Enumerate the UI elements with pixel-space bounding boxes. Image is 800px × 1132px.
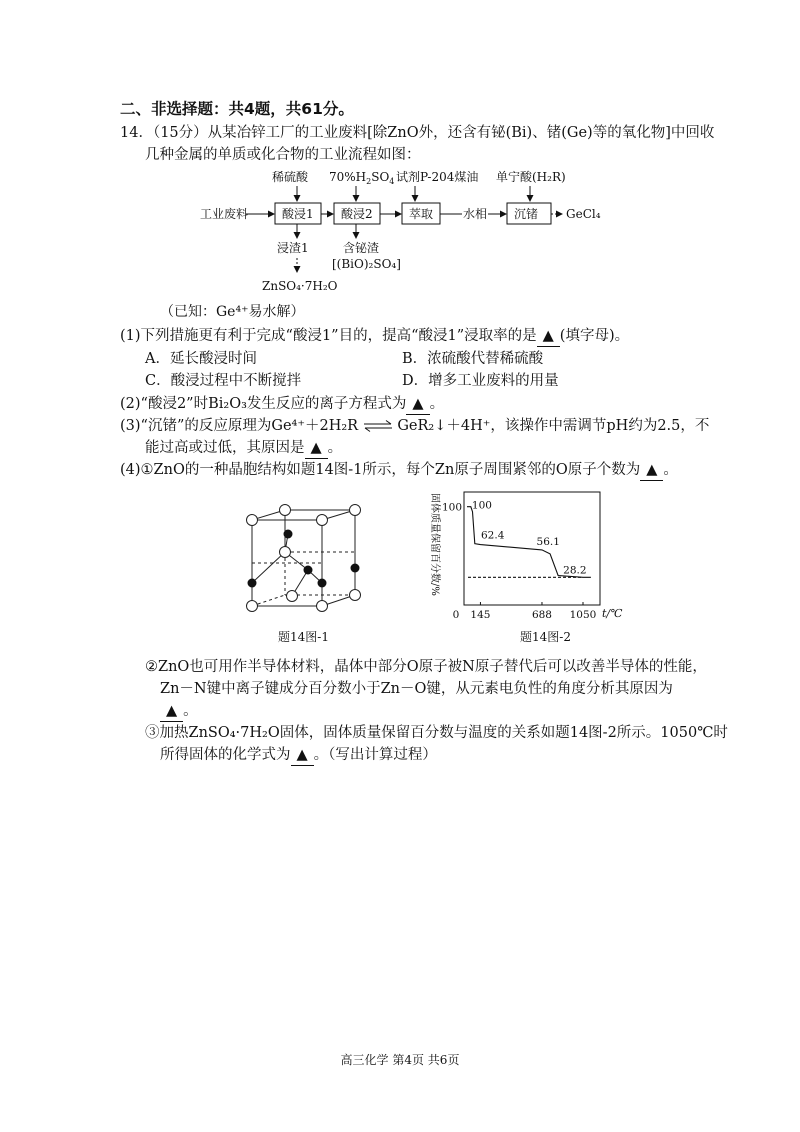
- process-flow-diagram: [190, 168, 610, 300]
- question-2: [120, 394, 444, 415]
- flow-box-extraction-label: 萃取: [409, 207, 434, 221]
- answer-blank-5[interactable]: ▲: [160, 701, 183, 722]
- chart-y-tick-label: 100: [441, 501, 462, 514]
- flow-box-acid-leach-1-label: 酸浸1: [282, 207, 314, 221]
- flow-residue-bi-line2: [(BiO)₂SO₄]: [332, 257, 401, 271]
- question-3-period: 。: [327, 440, 343, 456]
- equilibrium-arrow-icon: [363, 420, 393, 432]
- flow-box-acid-leach-2-label: 酸浸2: [341, 207, 373, 221]
- question-1: [120, 326, 629, 347]
- reagent-tannic-acid: 单宁酸(H₂R): [496, 170, 566, 184]
- known-note: （已知：Ge⁴⁺易水解）: [160, 304, 305, 320]
- question-4-part2-line3: [160, 701, 198, 722]
- question-3-line1: [120, 416, 709, 436]
- chart-x-tick-label: 0: [452, 609, 460, 621]
- zno-unit-cell-figure: [238, 500, 368, 625]
- reagent-p204-kerosene: 试剂P-204煤油: [396, 170, 479, 184]
- flow-product-znso4: ZnSO₄·7H₂O: [262, 279, 338, 293]
- mass-retention-chart: [420, 488, 630, 623]
- answer-blank-4[interactable]: ▲: [640, 460, 663, 481]
- option-a[interactable]: A．延长酸浸时间: [145, 351, 257, 367]
- answer-blank-6[interactable]: ▲: [291, 745, 314, 766]
- chart-data-label: 62.4: [481, 529, 505, 542]
- question-number: 14．: [120, 125, 153, 141]
- question-4-part3-text: 所得固体的化学式为: [160, 747, 291, 763]
- page-footer: 高三化学 第4页 共6页: [340, 1053, 460, 1067]
- question-stem-line2: 几种金属的单质或化合物的工业流程如图：: [145, 147, 421, 163]
- question-4-part3-tail: 。（写出计算过程）: [313, 747, 437, 763]
- flow-input-label: 工业废料: [200, 207, 249, 221]
- flow-residue-bi-line1: 含铋渣: [343, 241, 380, 255]
- flow-box-precipitate-ge-label: 沉锗: [514, 207, 539, 221]
- question-3-text-a: (3)“沉锗”的反应原理为Ge⁴⁺＋2H₂R: [120, 418, 359, 434]
- question-3-text-c: 能过高或过低，其原因是: [145, 440, 305, 456]
- flow-output-gecl4: GeCl₄: [566, 207, 601, 221]
- question-1-tail: (填字母)。: [559, 328, 630, 344]
- question-4-part3-line1: ③加热ZnSO₄·7H₂O固体，固体质量保留百分数与温度的关系如题14图-2所示。1050℃时: [145, 725, 728, 741]
- option-b[interactable]: B．浓硫酸代替稀硫酸: [402, 351, 544, 367]
- chart-ylabel: 固体质量保留百分数/%: [429, 493, 440, 596]
- flow-residue-1: 浸渣1: [277, 241, 309, 255]
- question-3-line2: [145, 438, 342, 459]
- answer-blank-2[interactable]: ▲: [406, 394, 429, 415]
- flow-water-phase: 水相: [463, 207, 488, 221]
- question-2-text: (2)“酸浸2”时Bi₂O₃发生反应的离子方程式为: [120, 396, 407, 412]
- chart-x-tick-label: 688: [531, 609, 552, 621]
- option-d[interactable]: D．增多工业废料的用量: [402, 373, 559, 389]
- reagent-dilute-sulfuric: 稀硫酸: [272, 170, 309, 184]
- chart-x-tick-label: 145: [470, 609, 491, 621]
- question-stem: （15分）从某冶锌工厂的工业废料[除ZnO外，还含有铋(Bi)、锗(Ge)等的氧化物]中回收: [152, 125, 715, 141]
- question-stem-line1: [120, 123, 714, 143]
- question-4-part2-line1: ②ZnO也可用作半导体材料，晶体中部分O原子被N原子替代后可以改善半导体的性能，: [145, 659, 707, 675]
- chart-data-label: 56.1: [536, 535, 560, 548]
- option-c[interactable]: C．酸浸过程中不断搅拌: [145, 373, 302, 389]
- chart-xlabel: t/℃: [602, 607, 623, 620]
- figure-2-caption: 题14图-2: [520, 630, 571, 644]
- figure-1-caption: 题14图-1: [278, 630, 329, 644]
- question-4-period: 。: [663, 462, 678, 478]
- answer-blank-3[interactable]: ▲: [305, 438, 328, 459]
- question-4-part2-period: 。: [183, 703, 198, 719]
- section-title: 二、非选择题：共4题，共61分。: [120, 100, 354, 118]
- question-4-text: (4)①ZnO的一种晶胞结构如题14图-1所示，每个Zn原子周围紧邻的O原子个数为: [120, 462, 641, 478]
- question-4-part3-line2: [160, 745, 437, 766]
- question-4-part2-line2: Zn－N键中离子键成分百分数小于Zn－O键，从元素电负性的角度分析其原因为: [160, 681, 673, 697]
- question-3-text-b: GeR₂↓＋4H⁺，该操作中需调节pH约为2.5，不: [397, 418, 710, 434]
- chart-x-tick-label: 1050: [569, 609, 597, 621]
- chart-data-label: 100: [471, 499, 492, 512]
- question-1-text: (1)下列措施更有利于完成“酸浸1”目的，提高“酸浸1”浸取率的是: [120, 328, 537, 344]
- question-4-part1: [120, 460, 678, 481]
- question-2-period: 。: [429, 396, 445, 412]
- chart-data-label: 28.2: [563, 564, 587, 577]
- reagent-70-sulfuric: $70\%H_2SO_4$: [329, 170, 395, 186]
- answer-blank-1[interactable]: ▲: [537, 326, 560, 347]
